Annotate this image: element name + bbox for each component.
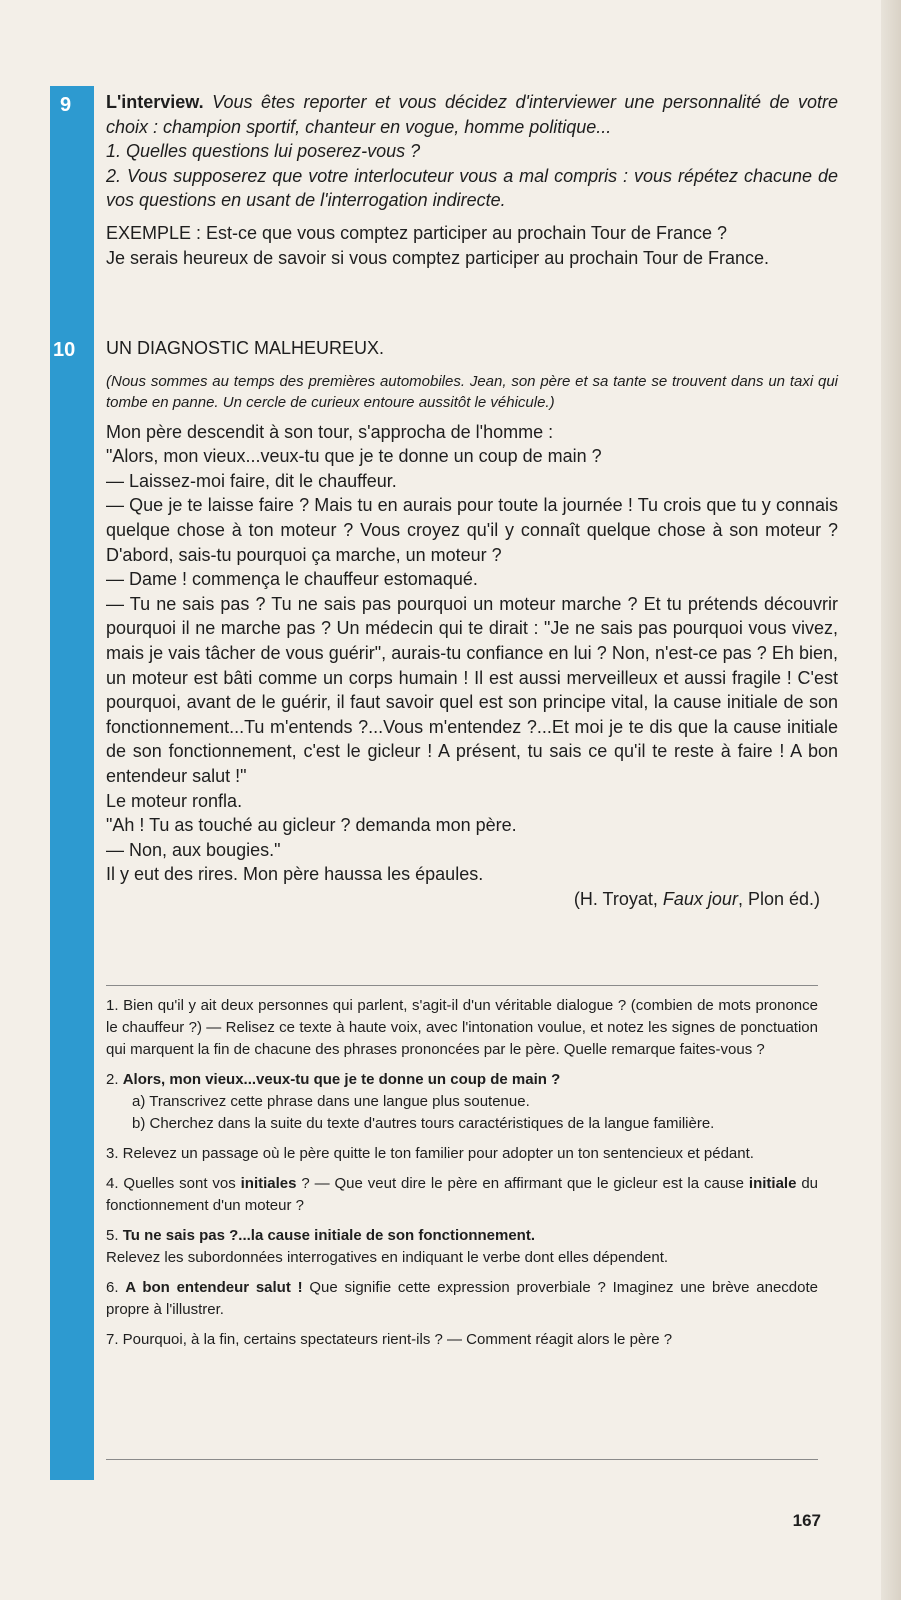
exercise-9-number: 9 — [60, 94, 72, 116]
exercise-10 — [106, 336, 838, 911]
text-line: "Ah ! Tu as touché au gicleur ? demanda mon père. — [106, 815, 517, 836]
question-3: 3. Relevez un passage où le père quitte le ton familier pour adopter un ton sentencieux et pédant. — [106, 1145, 754, 1162]
source-citation: (H. Troyat, Faux jour, Plon éd.) — [573, 888, 820, 909]
question-6: 6. A bon entendeur salut ! Que signifie cette expression proverbiale ? Imaginez une brève anecdote propre à l'illustrer. — [106, 1279, 818, 1318]
question-2a: a) Transcrivez cette phrase dans une langue plus soutenue. — [132, 1093, 530, 1110]
text-line: Le moteur ronfla. — [106, 790, 243, 811]
separator-bottom — [106, 1459, 818, 1460]
source-title: Faux jour — [662, 888, 738, 909]
question-1: 1. Bien qu'il y ait deux personnes qui parlent, s'agit-il d'un véritable dialogue ? (combien de mots prononce le chauffeur ?) — Relisez ce texte à haute voix, avec l'intonation voulue, et notez les signes de ponctuation qui marquent la fin de chacune des phrases prononcées par le père. Quelle remarque faites-vous ? — [106, 997, 818, 1058]
exercise-9 — [106, 90, 838, 270]
exercise-sidebar — [50, 86, 94, 1480]
text-line: Il y eut des rires. Mon père haussa les épaules. — [106, 864, 484, 885]
question-4: 4. Quelles sont vos initiales ? — Que veut dire le père en affirmant que le gicleur est la cause initiale du fonctionnement d'un moteur ? — [106, 1175, 818, 1214]
text-line: — Dame ! commença le chauffeur estomaqué. — [106, 569, 478, 590]
questions-section — [106, 995, 818, 1351]
question-2: 2. Alors, mon vieux...veux-tu que je te donne un coup de main ? — [106, 1071, 561, 1088]
text-line: — Laissez-moi faire, dit le chauffeur. — [106, 470, 397, 491]
text-line: "Alors, mon vieux...veux-tu que je te donne un coup de main ? — [106, 446, 602, 467]
text-line: — Tu ne sais pas ? Tu ne sais pas pourquoi un moteur marche ? Et tu prétends découvrir pourquoi il ne marche pas ? Un médecin qui te dirait : "Je ne sais pas pourquoi vous vivez, mais je vais tâcher de vous guérir", aurais-tu confiance en lui ? Non, n'est-ce pas ? Eh bien, un moteur est bâti comme un corps humain ! Il est aussi merveilleux et aussi fragile ! C'est pourquoi, avant de le guérir, il faut savoir quel est son principe vital, la cause initiale de son fonctionnement...Tu m'entends ?...Vous m'entendez ?...Et moi je te dis que la cause initiale de son fonctionnement, c'est le gicleur ! A présent, tu sais ce qu'il te reste à faire ! A bon entendeur salut !" — [106, 593, 838, 786]
question-2b: b) Cherchez dans la suite du texte d'autres tours caractéristiques de la langue familière. — [132, 1115, 715, 1132]
text-line: Mon père descendit à son tour, s'approcha de l'homme : — [106, 421, 554, 442]
question-7: 7. Pourquoi, à la fin, certains spectateurs rient-ils ? — Comment réagit alors le père ? — [106, 1331, 673, 1348]
page-number: 167 — [792, 1511, 821, 1530]
question-5-text: Relevez les subordonnées interrogatives en indiquant le verbe dont elles dépendent. — [106, 1249, 669, 1266]
exercise-9-example-answer: Je serais heureux de savoir si vous comptez participer au prochain Tour de France. — [106, 247, 770, 268]
separator-top — [106, 985, 818, 986]
text-line: — Que je te laisse faire ? Mais tu en aurais pour toute la journée ! Tu crois que tu y connais quelque chose à ton moteur ? Vous croyez qu'il y connaît quelque chose à son moteur ? D'abord, sais-tu pourquoi ça marche, un moteur ? — [106, 495, 838, 565]
text-line: — Non, aux bougies." — [106, 839, 281, 860]
question-5-heading: 5. Tu ne sais pas ?...la cause initiale de son fonctionnement. — [106, 1227, 536, 1244]
exercise-10-number: 10 — [53, 339, 76, 361]
exercise-9-intro: Vous êtes reporter et vous décidez d'interviewer une personnalité de votre choix : champion sportif, chanteur en vogue, homme politique... — [106, 92, 838, 137]
exercise-9-example-question: EXEMPLE : Est-ce que vous comptez participer au prochain Tour de France ? — [106, 222, 727, 243]
exercise-10-title: UN DIAGNOSTIC MALHEUREUX. — [106, 338, 385, 358]
exercise-9-title: L'interview. — [106, 92, 204, 112]
exercise-9-task-2: 2. Vous supposerez que votre interlocuteur vous a mal compris : vous répétez chacune de vos questions en usant de l'interrogation indirecte. — [106, 165, 838, 211]
exercise-9-heading — [106, 90, 838, 139]
exercise-9-task-1: 1. Quelles questions lui poserez-vous ? — [106, 141, 421, 162]
page-edge — [881, 0, 901, 1600]
exercise-10-intro: (Nous sommes au temps des premières automobiles. Jean, son père et sa tante se trouvent dans un taxi qui tombe en panne. Un cercle de curieux entoure aussitôt le véhicule.) — [106, 372, 838, 412]
